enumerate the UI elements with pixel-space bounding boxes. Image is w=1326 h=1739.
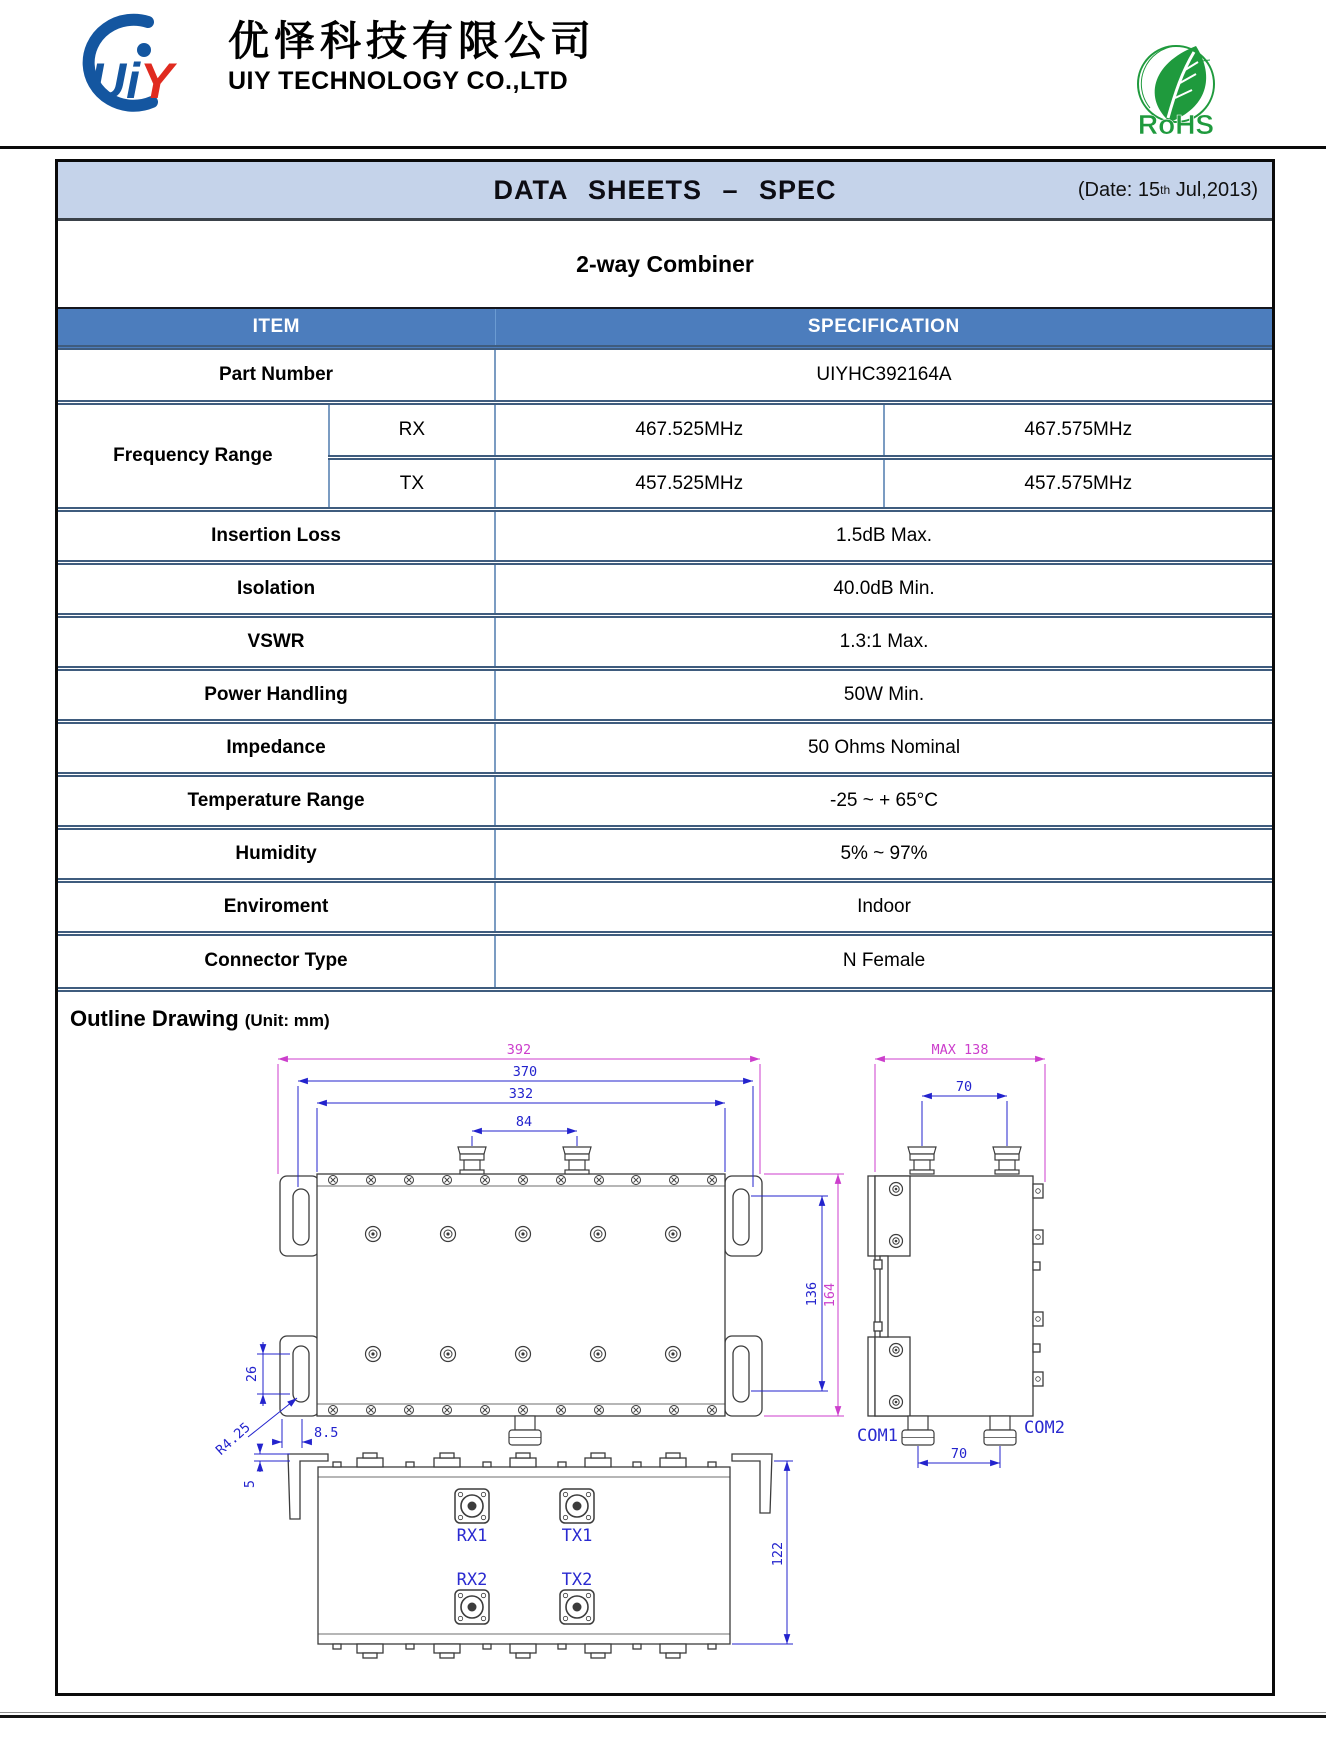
table-row xyxy=(58,775,1272,828)
row-value: 50 Ohms Nominal xyxy=(495,722,1272,775)
company-names xyxy=(228,18,596,96)
row-label: Connector Type xyxy=(58,934,495,987)
tx-low: 457.525MHz xyxy=(495,458,883,510)
rohs-leaf-icon xyxy=(1120,38,1232,138)
side-view xyxy=(857,1147,1065,1446)
table-row xyxy=(58,828,1272,881)
logo-text-blue: Ui xyxy=(90,53,140,109)
dim-width-overall: 392 xyxy=(506,1041,532,1058)
front-view xyxy=(280,1147,762,1445)
dim-body-height: 136 xyxy=(804,1281,820,1306)
product-title: 2-way Combiner xyxy=(576,250,754,277)
date-prefix: (Date: xyxy=(1077,178,1133,201)
dim-plate-thickness: 5 xyxy=(242,1479,258,1488)
table-row xyxy=(58,348,1272,403)
port-label-rx2: RX2 xyxy=(456,1569,488,1590)
datasheet-box xyxy=(55,159,1275,1696)
row-value: Indoor xyxy=(495,881,1272,934)
port-label-tx2: TX2 xyxy=(561,1569,593,1590)
spec-table xyxy=(58,307,1272,987)
row-value: 50W Min. xyxy=(495,669,1272,722)
row-label: Temperature Range xyxy=(58,775,495,828)
page-header xyxy=(0,0,1326,149)
port-label-com1: COM1 xyxy=(857,1425,898,1446)
bottom-view xyxy=(288,1453,772,1658)
table-row xyxy=(58,669,1272,722)
table-row xyxy=(58,881,1272,934)
row-label: Humidity xyxy=(58,828,495,881)
port-label-rx1: RX1 xyxy=(456,1525,488,1546)
table-row xyxy=(58,722,1272,775)
document-date xyxy=(1078,162,1258,218)
dim-top-connector-spacing: 84 xyxy=(515,1113,533,1130)
dim-width-mount: 370 xyxy=(512,1063,538,1080)
row-label: Insertion Loss xyxy=(58,510,495,563)
dim-slot-radius: R4.25 xyxy=(212,1418,254,1459)
column-header-specification: SPECIFICATION xyxy=(495,308,1272,348)
product-title-row xyxy=(58,221,1272,307)
logo-text-red: Y xyxy=(140,53,174,109)
outline-heading xyxy=(68,1002,1272,1034)
dim-depth-max: MAX 138 xyxy=(931,1041,989,1058)
outline-drawing xyxy=(68,1034,1272,1684)
dim-width-body: 332 xyxy=(508,1085,534,1102)
date-day: 15 xyxy=(1137,178,1161,201)
table-row xyxy=(58,563,1272,616)
table-row xyxy=(58,510,1272,563)
title-bar xyxy=(58,162,1272,221)
table-header-row xyxy=(58,308,1272,348)
dim-slot-length: 26 xyxy=(244,1365,260,1382)
company-name-cn: 优怿科技有限公司 xyxy=(228,18,596,64)
rohs-label: RoHS xyxy=(1137,109,1215,138)
uiy-logo-icon xyxy=(52,12,217,114)
dim-overall-height: 164 xyxy=(822,1282,838,1307)
dim-side-connector-spacing: 70 xyxy=(955,1078,973,1095)
port-label-tx1: TX1 xyxy=(561,1525,593,1546)
svg-text:UiY xyxy=(90,53,178,109)
table-row xyxy=(58,616,1272,669)
row-label: Isolation xyxy=(58,563,495,616)
table-row xyxy=(58,934,1272,987)
row-label: VSWR xyxy=(58,616,495,669)
row-label: Power Handling xyxy=(58,669,495,722)
port-label-com2: COM2 xyxy=(1024,1417,1065,1438)
rx-low: 467.525MHz xyxy=(495,403,883,458)
outline-drawing-section xyxy=(58,987,1272,1693)
company-name-en: UIY TECHNOLOGY CO.,LTD xyxy=(228,67,569,96)
part-number-value: UIYHC392164A xyxy=(495,348,1272,403)
rohs-logo xyxy=(1120,38,1232,143)
outline-heading-text: Outline Drawing xyxy=(70,1005,239,1031)
row-value: 5% ~ 97% xyxy=(495,828,1272,881)
band-tx: TX xyxy=(329,458,495,510)
tx-high: 457.575MHz xyxy=(884,458,1273,510)
rx-high: 467.575MHz xyxy=(884,403,1273,458)
row-value: -25 ~ + 65°C xyxy=(495,775,1272,828)
band-rx: RX xyxy=(329,403,495,458)
column-header-item: ITEM xyxy=(58,308,495,348)
part-number-label: Part Number xyxy=(58,348,495,403)
frequency-range-label: Frequency Range xyxy=(58,403,329,510)
row-value: 1.3:1 Max. xyxy=(495,616,1272,669)
row-value: 1.5dB Max. xyxy=(495,510,1272,563)
dim-body-depth: 122 xyxy=(770,1541,786,1566)
row-label: Impedance xyxy=(58,722,495,775)
row-value: N Female xyxy=(495,934,1272,987)
date-ordinal: th xyxy=(1160,183,1171,197)
company-logo xyxy=(52,12,217,119)
outline-unit-text: (Unit: mm) xyxy=(244,1010,330,1030)
date-rest: Jul,2013) xyxy=(1175,178,1258,201)
dim-com-spacing: 70 xyxy=(950,1445,968,1462)
footer-rule xyxy=(0,1712,1326,1718)
table-row xyxy=(58,403,1272,458)
dim-bracket-offset: 8.5 xyxy=(314,1424,339,1441)
row-value: 40.0dB Min. xyxy=(495,563,1272,616)
document-title: DATA SHEETS – SPEC xyxy=(493,174,837,205)
row-label: Enviroment xyxy=(58,881,495,934)
